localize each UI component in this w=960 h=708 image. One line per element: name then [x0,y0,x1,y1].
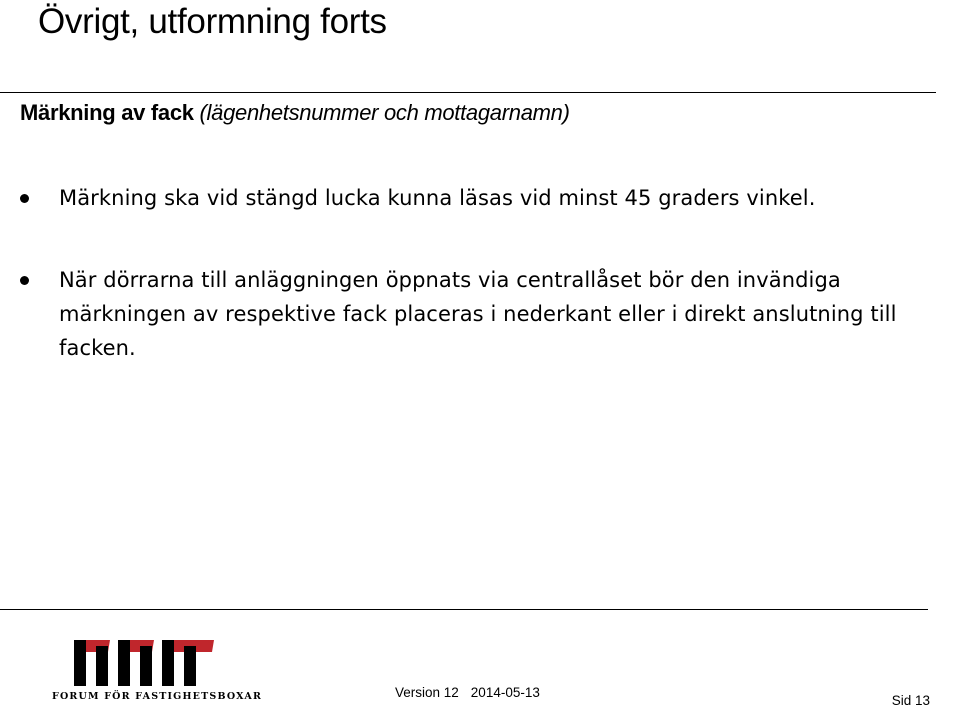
bullet-text: När dörrarna till anläggningen öppnats via centrallåset bör den invändiga märkningen av respektive fack placeras i nederkant eller i direkt anslutning till facken. [59,268,897,360]
section-heading-italic: (lägenhetsnummer och mottagarnamn) [199,100,570,125]
bullet-dot-icon [20,276,29,285]
bullet-text: Märkning ska vid stängd lucka kunna läsas vid minst 45 graders vinkel. [59,186,816,210]
logo-roof-2 [118,640,154,686]
version-date: 2014-05-13 [470,685,540,700]
title-divider [0,92,936,93]
logo-text: FORUM FÖR FASTIGHETSBOXAR [52,691,263,702]
logo-roof-3 [162,640,214,686]
version-label: Version 12 [395,685,459,700]
logo-roof-1 [74,640,110,686]
page-number: Sid 13 [891,693,930,708]
section-heading [20,100,570,126]
footer-version [395,685,540,700]
bullet-dot-icon [20,194,29,203]
section-heading-bold: Märkning av fack [20,100,200,125]
slide-title: Övrigt, utformning forts [38,2,387,41]
footer-divider [0,609,928,610]
